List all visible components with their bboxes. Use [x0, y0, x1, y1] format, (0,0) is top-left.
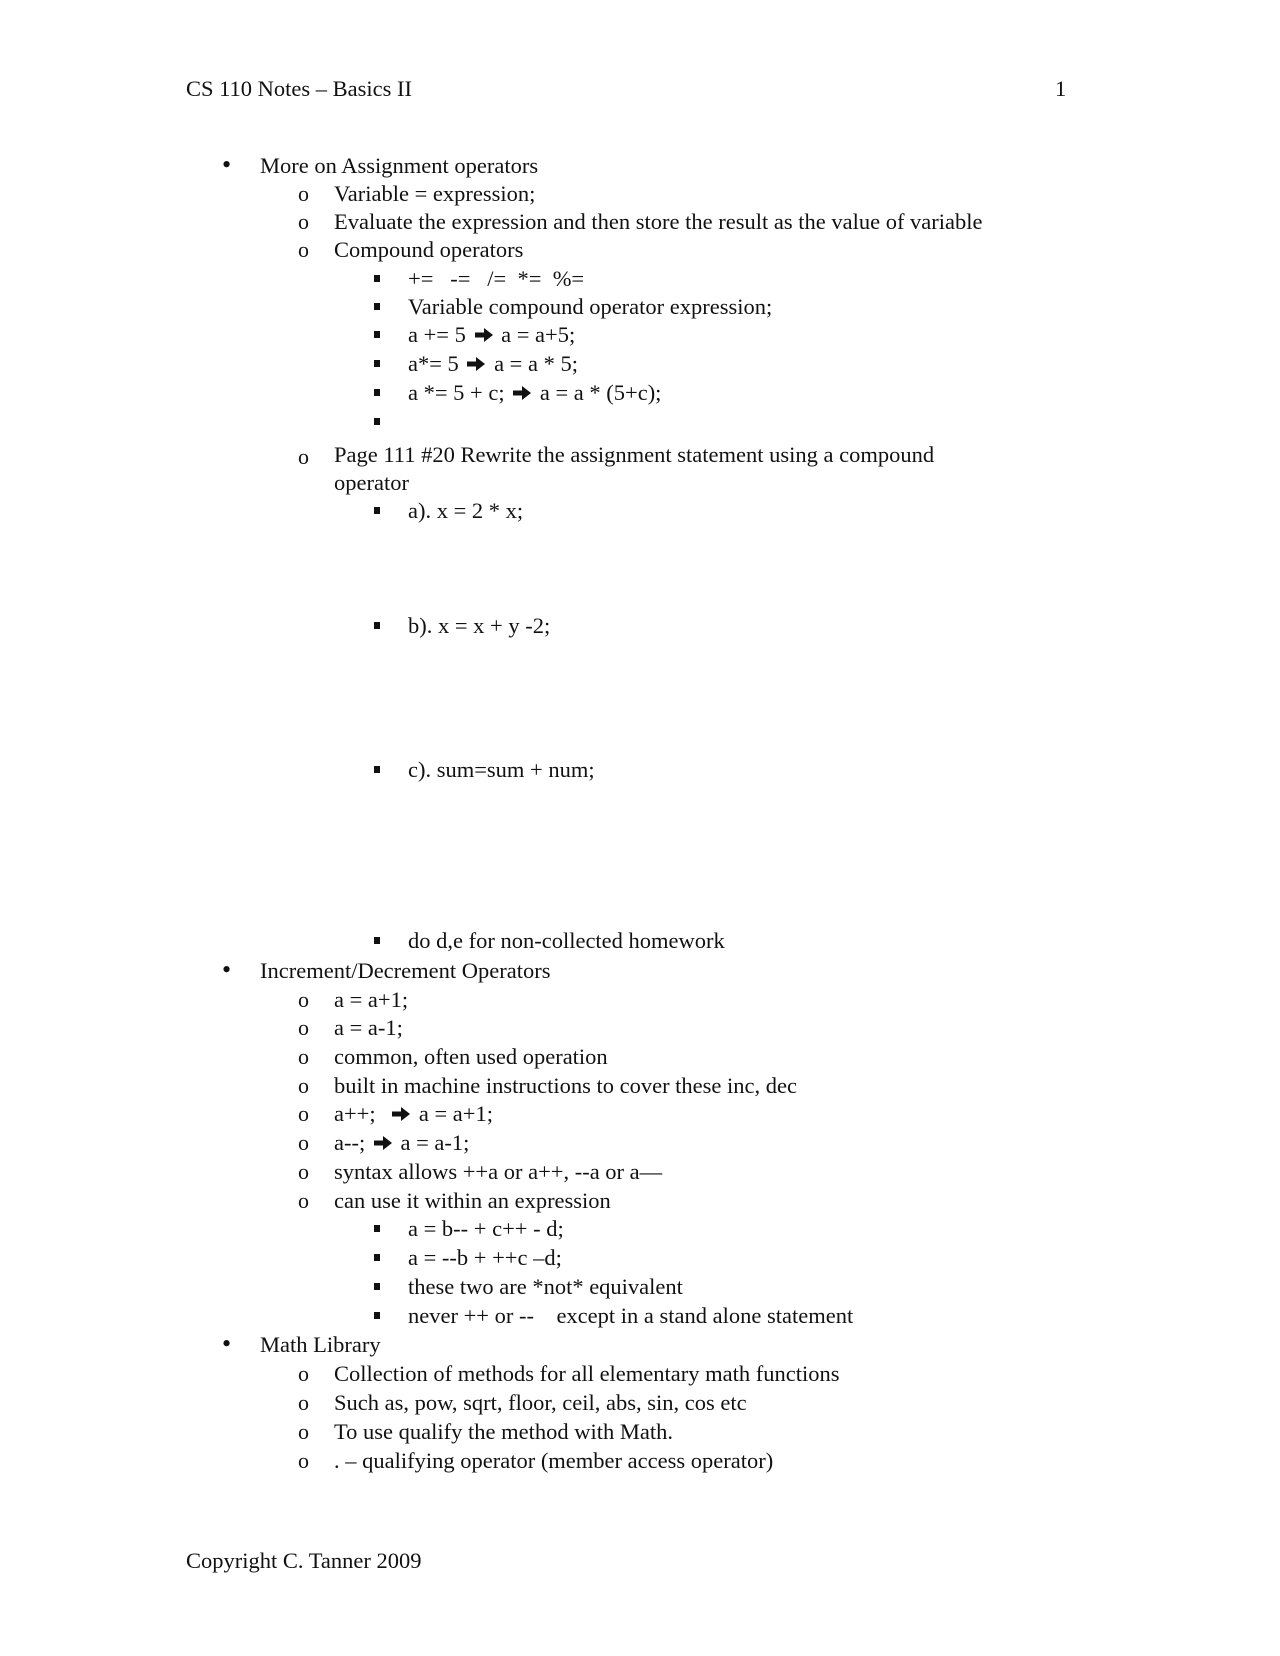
- list-item: Compound operators: [334, 237, 524, 262]
- list-item: built in machine instructions to cover these inc, dec: [334, 1073, 797, 1098]
- list-item: a = b-- + c++ - d;: [408, 1216, 564, 1241]
- example-right: a = a * (5+c);: [539, 380, 662, 405]
- right-arrow-icon: [391, 1106, 411, 1122]
- exercise-line-2: operator: [334, 470, 409, 495]
- footer-copyright: Copyright C. Tanner 2009: [186, 1548, 422, 1573]
- example-left: a *= 5 + c;: [408, 380, 505, 405]
- exercise-item: a). x = 2 * x;: [408, 498, 524, 523]
- circle-bullet-icon: o: [298, 1101, 309, 1126]
- list-item: Variable compound operator expression;: [408, 294, 773, 319]
- circle-bullet-icon: o: [298, 237, 309, 262]
- list-item: Variable = expression;: [334, 181, 536, 206]
- list-item: To use qualify the method with Math.: [334, 1419, 673, 1444]
- square-bullet-icon: [374, 507, 380, 514]
- list-item: a = a-1;: [334, 1015, 403, 1040]
- square-bullet-icon: [374, 766, 380, 773]
- example-right: a = a-1;: [400, 1130, 470, 1155]
- exercise-item: do d,e for non-collected homework: [408, 928, 725, 953]
- circle-bullet-icon: o: [298, 1361, 309, 1386]
- circle-bullet-icon: o: [298, 1419, 309, 1444]
- square-bullet-icon: [374, 1254, 380, 1261]
- square-bullet-icon: [374, 360, 380, 367]
- right-arrow-icon: [474, 327, 494, 343]
- list-item: Such as, pow, sqrt, floor, ceil, abs, sin, cos etc: [334, 1390, 747, 1415]
- circle-bullet-icon: o: [298, 444, 309, 469]
- square-bullet-icon: [374, 331, 380, 338]
- circle-bullet-icon: o: [298, 1159, 309, 1184]
- circle-bullet-icon: o: [298, 1448, 309, 1473]
- list-item: Evaluate the expression and then store the result as the value of variable: [334, 209, 983, 234]
- list-item: [408, 321, 575, 349]
- square-bullet-icon: [374, 1225, 380, 1232]
- square-bullet-icon: [374, 275, 380, 282]
- list-item: a = a+1;: [334, 987, 409, 1012]
- circle-bullet-icon: o: [298, 1073, 309, 1098]
- circle-bullet-icon: o: [298, 1188, 309, 1213]
- list-item: can use it within an expression: [334, 1188, 611, 1213]
- square-bullet-icon: [374, 1312, 380, 1319]
- list-item: syntax allows ++a or a++, --a or a—: [334, 1159, 663, 1184]
- example-right: a = a * 5;: [494, 351, 578, 376]
- page-number: 1: [1055, 76, 1067, 101]
- list-item: . – qualifying operator (member access operator): [334, 1448, 774, 1473]
- list-item: [334, 1100, 493, 1128]
- example-right: a = a+5;: [501, 322, 576, 347]
- circle-bullet-icon: o: [298, 181, 309, 206]
- list-item: [408, 379, 661, 407]
- exercise-item: c). sum=sum + num;: [408, 757, 595, 782]
- list-item: these two are *not* equivalent: [408, 1274, 683, 1299]
- square-bullet-icon: [374, 389, 380, 396]
- square-bullet-icon: [374, 937, 380, 944]
- section-heading-math-library: Math Library: [260, 1332, 381, 1357]
- example-left: a += 5: [408, 322, 466, 347]
- exercise-line-1: Page 111 #20 Rewrite the assignment statement using a compound: [334, 442, 935, 467]
- exercise-item: b). x = x + y -2;: [408, 613, 551, 638]
- square-bullet-icon: [374, 1283, 380, 1290]
- right-arrow-icon: [512, 385, 532, 401]
- circle-bullet-icon: o: [298, 987, 309, 1012]
- example-left: a++;: [334, 1101, 376, 1126]
- example-left: a--;: [334, 1130, 366, 1155]
- circle-bullet-icon: o: [298, 1130, 309, 1155]
- bullet-icon: •: [222, 1329, 232, 1358]
- section-heading-assignment: More on Assignment operators: [260, 153, 539, 178]
- circle-bullet-icon: o: [298, 209, 309, 234]
- right-arrow-icon: [373, 1135, 393, 1151]
- right-arrow-icon: [466, 356, 486, 372]
- list-item: += -= /= *= %=: [408, 266, 585, 291]
- square-bullet-icon: [374, 303, 380, 310]
- bullet-icon: •: [222, 955, 232, 984]
- example-left: a*= 5: [408, 351, 459, 376]
- list-item: [408, 350, 578, 378]
- bullet-icon: •: [222, 150, 232, 179]
- section-heading-increment: Increment/Decrement Operators: [260, 958, 551, 983]
- circle-bullet-icon: o: [298, 1015, 309, 1040]
- circle-bullet-icon: o: [298, 1044, 309, 1069]
- list-item: never ++ or -- except in a stand alone statement: [408, 1303, 854, 1328]
- circle-bullet-icon: o: [298, 1390, 309, 1415]
- list-item: a = --b + ++c –d;: [408, 1245, 562, 1270]
- list-item: [334, 1129, 469, 1157]
- page-header-title: CS 110 Notes – Basics II: [186, 76, 413, 101]
- list-item: common, often used operation: [334, 1044, 608, 1069]
- square-bullet-icon: [374, 622, 380, 629]
- list-item: Collection of methods for all elementary math functions: [334, 1361, 840, 1386]
- square-bullet-icon: [374, 418, 380, 425]
- example-right: a = a+1;: [418, 1101, 493, 1126]
